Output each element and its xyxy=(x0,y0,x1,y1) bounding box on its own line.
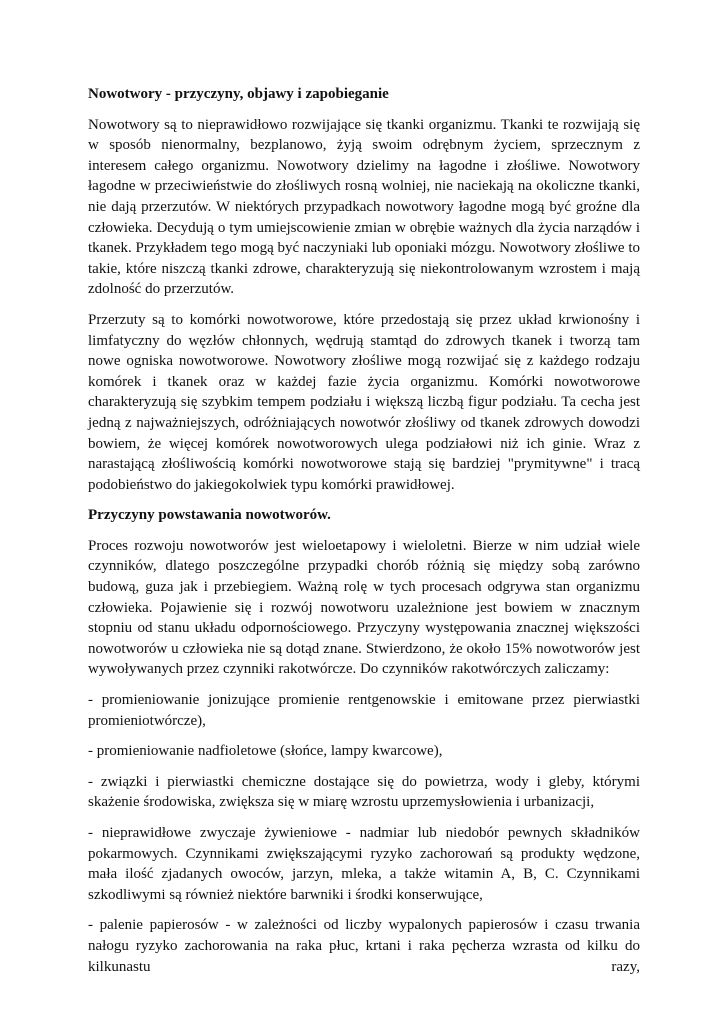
paragraph-intro: Nowotwory są to nieprawidłowo rozwijające się tkanki organizmu. Tkanki te rozwijają się w sposób nienormalny, bezplanowo, żyją swoim odrębnym życiem, sprzecznym z interesem całego organizmu. Nowotwory dzielimy na łagodne i złośliwe. Nowotwory łagodne w przeciwieństwie do złośliwych rosną wolniej, nie naciekają na okoliczne tkanki, nie dają przerzutów. W niektórych przypadkach nowotwory łagodne mogą być groźne dla człowieka. Decydują o tym umiejscowienie zmian w obrębie ważnych dla życia narządów i tkanek. Przykładem tego mogą być naczyniaki lub oponiaki mózgu. Nowotwory złośliwe to takie, które niszczą tkanki zdrowe, charakteryzują się niekontrolowanym wzrostem i mają zdolność do przerzutów. xyxy=(88,116,640,298)
list-item-chemicals: - związki i pierwiastki chemiczne dostające się do powietrza, wody i gleby, którymi skażenie środowiska, zwiększa się w miarę wzrostu uprzemysłowienia i urbanizacji, xyxy=(88,773,640,811)
document-page xyxy=(88,84,640,977)
list-item-diet: - nieprawidłowe zwyczaje żywieniowe - nadmiar lub niedobór pewnych składników pokarmowych. Czynnikami zwiększającymi ryzyko zachorowań są produkty wędzone, mała ilość zjadanych owoców, jarzyn, mleka, a także witamin A, B, C. Czynnikami szkodliwymi są również niektóre barwniki i środki konserwujące, xyxy=(88,825,640,903)
list-item-ionizing-radiation: - promieniowanie jonizujące promienie rentgenowskie i emitowane przez pierwiastki promieniotwórcze), xyxy=(88,692,640,729)
paragraph-metastases: Przerzuty są to komórki nowotworowe, które przedostają się przez układ krwionośny i limfatyczny do węzłów chłonnych, wędrują stamtąd do zdrowych tkanek i tworzą tam nowe ogniska nowotworowe. Nowotwory złośliwe mogą rozwijać się z każdego rodzaju komórek i tkanek oraz w każdej fazie życia organizmu. Komórki nowotworowe charakteryzują się szybkim tempem podziału i większą liczbą figur podziału. Ta cecha jest jedną z najważniejszych, odróżniających nowotwór złośliwy od tkanek zdrowych dowodzi bowiem, że więcej komórek nowotworowych ulega podziałowi niż ich ginie. Wraz z narastającą złośliwością komórki nowotworowe stają się bardziej "prymitywne" i tracą podobieństwo do jakiegokolwiek typu komórki prawidłowej. xyxy=(88,311,640,493)
section-heading: Przyczyny powstawania nowotworów. xyxy=(88,507,331,524)
paragraph-causes: Proces rozwoju nowotworów jest wieloetapowy i wieloletni. Bierze w nim udział wiele czynników, dlatego poszczególne przypadki chorób różnią się między sobą zarówno budową, guza jak i przebiegiem. Ważną rolę w tych procesach odgrywa stan organizmu człowieka. Pojawienie się i rozwój nowotworu uzależnione jest bowiem w znacznym stopniu od stanu układu odpornościowego. Przyczyny występowania znacznej większości nowotworów u człowieka nie są dotąd znane. Stwierdzono, że około 15% nowotworów jest wywoływanych przez czynniki rakotwórcze. Do czynników rakotwórczych zaliczamy: xyxy=(88,537,640,678)
list-item-smoking: - palenie papierosów - w zależności od liczby wypalonych papierosów i czasu trwania nałogu ryzyko zachorowania na raka płuc, krtani i raka pęcherza wzrasta od kilku do kilkunastu razy, xyxy=(88,917,640,975)
document-title: Nowotwory - przyczyny, objawy i zapobieganie xyxy=(88,86,389,102)
list-item-uv-radiation: - promieniowanie nadfioletowe (słońce, lampy kwarcowe), xyxy=(88,743,443,760)
